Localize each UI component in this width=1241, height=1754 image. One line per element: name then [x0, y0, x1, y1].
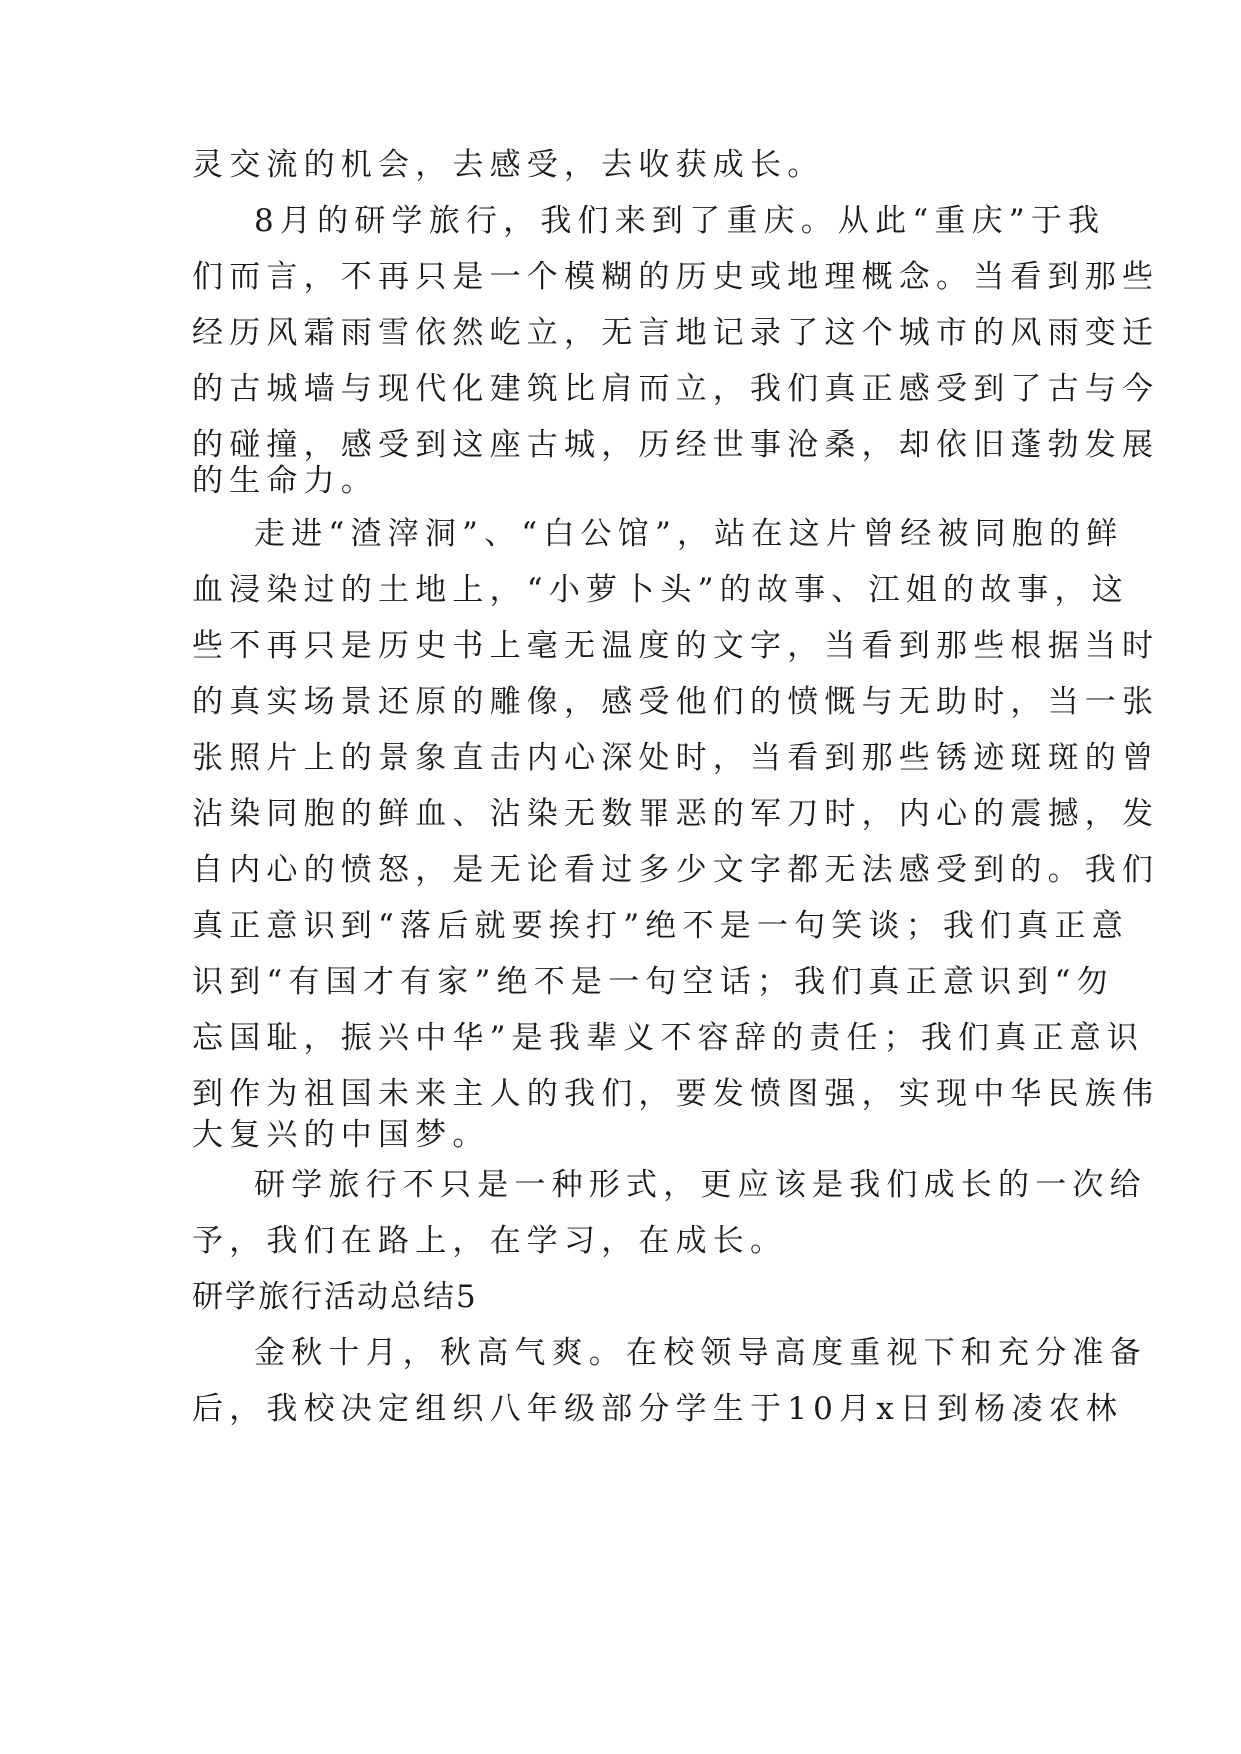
text-line: 沾染同胞的鲜血、沾染无数罪恶的军刀时，内心的震撼，发 — [192, 796, 1160, 832]
paragraph-first-line: 金秋十月，秋高气爽。在校领导高度重视下和充分准备 — [254, 1335, 1147, 1371]
text-line: 些不再只是历史书上毫无温度的文字，当看到那些根据当时 — [192, 628, 1160, 664]
text-line: 到作为祖国未来主人的我们，要发愤图强，实现中华民族伟 — [192, 1076, 1160, 1112]
text-line: 自内心的愤怒，是无论看过多少文字都无法感受到的。我们 — [192, 852, 1160, 888]
text-line: 真正意识到“落后就要挨打”绝不是一句笑谈；我们真正意 — [192, 908, 1129, 944]
text-line: 的古城墙与现代化建筑比肩而立，我们真正感受到了古与今 — [192, 371, 1160, 407]
text-line: 予，我们在路上，在学习，在成长。 — [192, 1223, 788, 1259]
text-line: 血浸染过的土地上，“小萝卜头”的故事、江姐的故事，这 — [192, 572, 1129, 608]
text-line: 张照片上的景象直击内心深处时，当看到那些锈迹斑斑的曾 — [192, 740, 1160, 776]
text-line: 后，我校决定组织八年级部分学生于10月x日到杨凌农林 — [192, 1391, 1124, 1427]
text-line: 的生命力。 — [192, 463, 378, 499]
text-line: 的真实场景还原的雕像，感受他们的愤慨与无助时，当一张 — [192, 684, 1160, 720]
paragraph-first-line: 走进“渣滓洞”、“白公馆”，站在这片曾经被同胞的鲜 — [254, 516, 1124, 552]
text-line: 识到“有国才有家”绝不是一句空话；我们真正意识到“勿 — [192, 964, 1114, 1000]
text-line: 们而言，不再只是一个模糊的历史或地理概念。当看到那些 — [192, 259, 1160, 295]
paragraph-first-line: 研学旅行不只是一种形式，更应该是我们成长的一次给 — [254, 1167, 1147, 1203]
section-heading: 研学旅行活动总结5 — [192, 1279, 478, 1315]
text-line: 忘国耻，振兴中华”是我辈义不容辞的责任；我们真正意识 — [192, 1020, 1145, 1056]
text-line: 大复兴的中国梦。 — [192, 1117, 490, 1153]
text-line: 灵交流的机会，去感受，去收获成长。 — [192, 147, 825, 183]
paragraph-first-line: 8月的研学旅行，我们来到了重庆。从此“重庆”于我 — [254, 203, 1106, 239]
text-line: 经历风霜雨雪依然屹立，无言地记录了这个城市的风雨变迁 — [192, 315, 1160, 351]
text-line: 的碰撞，感受到这座古城，历经世事沧桑，却依旧蓬勃发展 — [192, 427, 1160, 463]
